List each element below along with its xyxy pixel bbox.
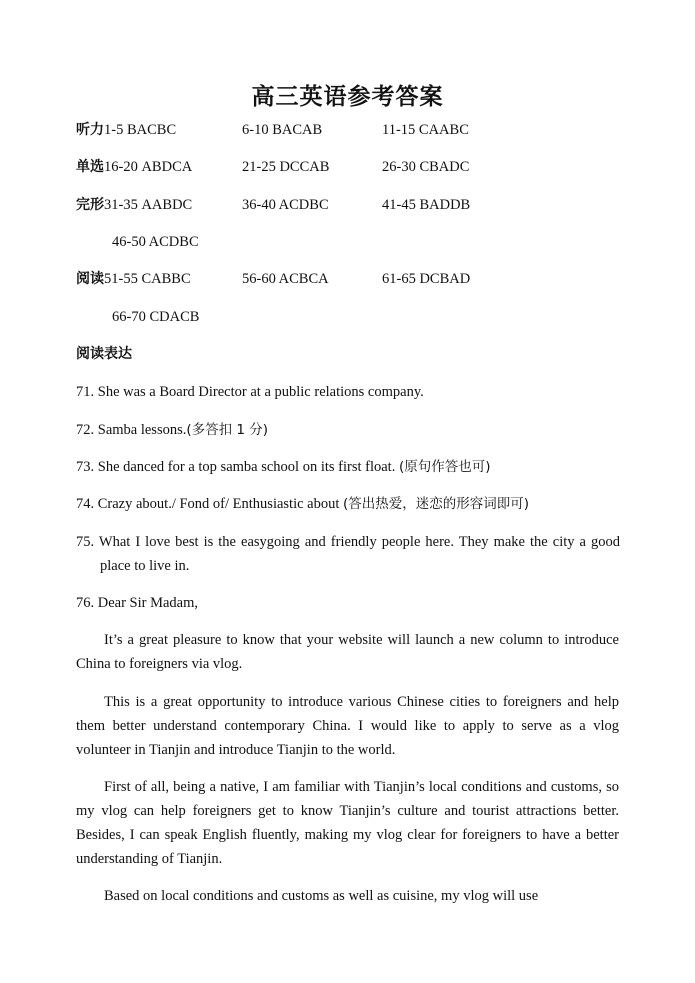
answer-text: 72. Samba lessons. — [76, 422, 187, 438]
row-label: 单选 — [76, 159, 104, 175]
answer-range: 11-15 CAABC — [382, 122, 469, 138]
answer-note: (答出热爱，迷恋的形容词即可) — [343, 496, 530, 512]
answer-text: 73. She danced for a top samba school on its first float. — [76, 459, 399, 475]
answer-76: 76. Dear Sir Madam, — [76, 595, 199, 611]
row-label: 完形 — [76, 197, 104, 213]
answer-range: 66-70 CDACB — [112, 309, 200, 325]
answer-range: 31-35 AABDC — [104, 197, 193, 213]
row-label: 阅读 — [76, 271, 104, 287]
answer-range: 56-60 ACBCA — [242, 271, 329, 287]
page-title: 高三英语参考答案 — [251, 84, 444, 110]
answer-range: 61-65 DCBAD — [382, 271, 471, 287]
answer-range: 6-10 BACAB — [242, 122, 323, 138]
answer-range: 26-30 CBADC — [382, 159, 470, 175]
answer-note: (原句作答也可) — [398, 459, 491, 475]
essay-paragraph: First of all, being a native, I am familiar with Tianjin’s local conditions and customs, so my vlog can help foreigners get to know Tianjin’s culture and tourist attractions better. Besides, I can speak English fluently, making my vlog clear for foreigners to have a better understanding of Tianjin. — [76, 779, 619, 867]
answer-range: 51-55 CABBC — [104, 271, 191, 287]
row-label: 听力 — [76, 122, 104, 138]
answer-range: 36-40 ACDBC — [242, 197, 329, 213]
answer-75: 75. What I love best is the easygoing and friendly people here. They make the city a good place to live in. — [76, 534, 620, 574]
essay-paragraph: Based on local conditions and customs as well as cuisine, my vlog will use — [104, 888, 539, 904]
section-heading: 阅读表达 — [76, 346, 132, 362]
answer-71: 71. She was a Board Director at a public relations company. — [76, 384, 424, 400]
essay-paragraph: It’s a great pleasure to know that your website will launch a new column to introduce China to foreigners via vlog. — [76, 632, 619, 672]
answer-note: (多答扣 1 分) — [186, 422, 269, 438]
answer-range: 21-25 DCCAB — [242, 159, 330, 175]
answer-range: 41-45 BADDB — [382, 197, 471, 213]
answer-range: 46-50 ACDBC — [112, 234, 199, 250]
answer-74 — [76, 492, 620, 516]
answer-range: 16-20 ABDCA — [104, 159, 193, 175]
answer-73 — [76, 455, 620, 479]
answer-range: 1-5 BACBC — [104, 122, 177, 138]
answer-72 — [76, 418, 620, 442]
answer-text: 74. Crazy about./ Fond of/ Enthusiastic about — [76, 496, 344, 512]
essay-paragraph: This is a great opportunity to introduce various Chinese cities to foreigners and help them better understand contemporary China. I would like to apply to serve as a vlog volunteer in Tianjin and introduce Tianjin to the world. — [76, 694, 619, 758]
